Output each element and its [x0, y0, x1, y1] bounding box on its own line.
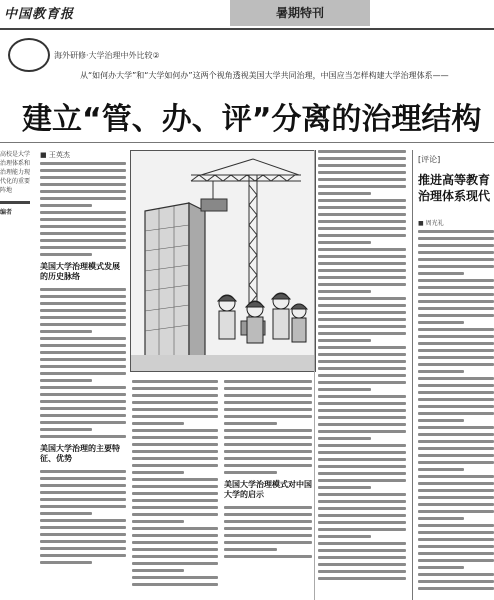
text-line [40, 337, 126, 340]
text-line [318, 416, 406, 419]
text-line [40, 323, 126, 326]
text-line [418, 321, 464, 324]
text-line [318, 283, 406, 286]
text-line [318, 381, 406, 384]
text-line [40, 225, 126, 228]
text-line [318, 360, 406, 363]
text-line [318, 444, 406, 447]
article-headline: 建立“管、办、评”分离的治理结构 [22, 102, 482, 137]
cartoon-crane-building-icon [130, 150, 316, 372]
body-column-3 [224, 380, 312, 600]
text-line [318, 437, 371, 440]
text-line [318, 241, 371, 244]
text-line [40, 470, 126, 473]
text-line [132, 513, 218, 516]
text-line [418, 279, 494, 282]
text-line [418, 265, 494, 268]
text-line [418, 342, 494, 345]
text-line [40, 211, 126, 214]
editor-note-sidebar [0, 150, 34, 400]
text-line [40, 561, 92, 564]
text-line [418, 580, 494, 583]
text-line [40, 477, 126, 480]
text-line [224, 548, 277, 551]
body-column-2 [132, 380, 218, 600]
text-line [418, 545, 494, 548]
text-line [40, 393, 126, 396]
text-line [418, 293, 494, 296]
text-line [418, 482, 494, 485]
text-line [318, 346, 406, 349]
text-line [318, 227, 406, 230]
commentary-headline-line2: 治理体系现代 [418, 189, 491, 203]
text-line [318, 493, 406, 496]
text-line [40, 351, 126, 354]
text-line [318, 549, 406, 552]
text-line [132, 422, 184, 425]
text-line [318, 171, 406, 174]
text-line [418, 356, 494, 359]
text-line [132, 506, 218, 509]
text-line [418, 377, 494, 380]
text-line [132, 492, 218, 495]
text-line [40, 232, 126, 235]
text-line [318, 556, 406, 559]
text-line [418, 286, 494, 289]
text-line [132, 478, 218, 481]
text-line [318, 570, 406, 573]
text-line [132, 450, 218, 453]
text-line [224, 408, 312, 411]
text-line [132, 583, 218, 586]
text-line [418, 244, 494, 247]
text-line [224, 506, 312, 509]
text-line [224, 520, 312, 523]
text-line [318, 451, 406, 454]
text-line [418, 370, 464, 373]
text-line [224, 415, 312, 418]
text-line [132, 569, 184, 572]
commentary-body [418, 230, 494, 600]
text-line [40, 491, 126, 494]
text-line [418, 461, 494, 464]
text-line [132, 527, 218, 530]
text-line [318, 465, 406, 468]
commentary-headline [418, 172, 494, 204]
section-head-3: 美国大学治理模式对中国大学的启示 [224, 480, 312, 499]
text-line [40, 183, 126, 186]
text-line [40, 505, 126, 508]
text-line [132, 401, 218, 404]
text-line [318, 157, 406, 160]
text-line [418, 258, 494, 261]
text-line [40, 295, 126, 298]
text-line [318, 269, 406, 272]
text-line [418, 398, 494, 401]
text-line [132, 415, 218, 418]
text-line [40, 386, 126, 389]
text-line [418, 552, 494, 555]
text-line [418, 489, 494, 492]
text-line [318, 192, 371, 195]
text-line [318, 206, 406, 209]
text-line [224, 471, 277, 474]
editor-note-text: 高校是大学治理体系和治理能力现代化的重要阵地 [0, 151, 31, 194]
text-line [318, 199, 406, 202]
text-line [132, 394, 218, 397]
text-line [40, 330, 92, 333]
text-line [418, 447, 494, 450]
text-line [132, 471, 184, 474]
text-line [318, 318, 406, 321]
text-line [40, 176, 126, 179]
text-line [318, 430, 406, 433]
text-line [224, 555, 312, 558]
text-line [40, 344, 126, 347]
text-line [418, 307, 494, 310]
text-line [318, 514, 406, 517]
commentary-byline: ■ 周光礼 [418, 220, 444, 227]
text-line [132, 548, 218, 551]
text-line [318, 423, 406, 426]
text-line [418, 503, 494, 506]
text-line [418, 524, 494, 527]
text-line [418, 433, 494, 436]
text-line [40, 197, 126, 200]
text-line [318, 409, 406, 412]
text-line [40, 407, 126, 410]
text-line [224, 387, 312, 390]
text-line [318, 353, 406, 356]
text-line [40, 379, 92, 382]
text-line [40, 519, 126, 522]
text-line [132, 429, 218, 432]
text-line [132, 436, 218, 439]
text-line [132, 562, 218, 565]
text-line [40, 526, 126, 529]
text-line [132, 380, 218, 383]
text-line [132, 541, 218, 544]
text-line [40, 365, 126, 368]
text-line [318, 542, 406, 545]
text-line [224, 464, 312, 467]
text-line [224, 443, 312, 446]
text-line [40, 239, 126, 242]
text-line [318, 528, 406, 531]
text-line [40, 540, 126, 543]
text-line [224, 450, 312, 453]
text-line [318, 479, 406, 482]
text-line [318, 150, 406, 153]
text-line [418, 384, 494, 387]
series-label: 海外研修·大学治理中外比较② [54, 51, 160, 60]
text-line [418, 454, 494, 457]
editor-label: 编者 [0, 209, 13, 216]
text-line [318, 535, 371, 538]
text-line [132, 520, 184, 523]
text-line [418, 475, 494, 478]
text-line [318, 486, 371, 489]
text-line [418, 391, 494, 394]
text-line [132, 464, 218, 467]
text-line [40, 435, 126, 438]
article-byline: ■ 王英杰 [40, 151, 70, 159]
text-line [418, 531, 494, 534]
masthead-logo: 中国教育报 [4, 7, 75, 22]
text-line [418, 363, 494, 366]
text-line [318, 178, 406, 181]
text-line [418, 314, 494, 317]
text-line [40, 484, 126, 487]
text-line [132, 408, 218, 411]
text-line [318, 521, 406, 524]
text-line [318, 507, 406, 510]
text-line [418, 419, 464, 422]
commentary-headline-line1: 推进高等教育 [418, 173, 491, 187]
text-line [132, 485, 218, 488]
text-line [318, 164, 406, 167]
text-line [318, 395, 406, 398]
issue-section-tag: 暑期特刊 [230, 0, 370, 26]
text-line [40, 547, 126, 550]
text-line [40, 414, 126, 417]
text-line [318, 472, 406, 475]
text-line [318, 255, 406, 258]
text-line [318, 367, 406, 370]
text-line [318, 297, 406, 300]
text-line [40, 309, 126, 312]
text-line [418, 538, 494, 541]
text-line [40, 316, 126, 319]
text-line [224, 422, 277, 425]
sidebar-divider [0, 201, 30, 204]
text-line [40, 190, 126, 193]
text-line [318, 185, 406, 188]
headline-rule [0, 142, 494, 143]
text-line [224, 534, 312, 537]
text-line [40, 533, 126, 536]
text-line [40, 169, 126, 172]
section-head-2: 美国大学治理的主要特征、优势 [40, 444, 120, 463]
masthead-rule [0, 28, 494, 30]
text-line [318, 248, 406, 251]
article-subhead: 从“如何办大学”和“大学如何办”这两个视角透视美国大学共同治理，中国应当怎样构建大学治理体系—— [80, 71, 449, 80]
text-line [318, 339, 371, 342]
text-line [40, 421, 126, 424]
text-line [318, 262, 406, 265]
text-line [418, 587, 494, 590]
text-line [224, 401, 312, 404]
text-line [40, 218, 126, 221]
text-line [418, 272, 464, 275]
text-line [40, 162, 126, 165]
circular-series-badge-icon [8, 38, 50, 72]
text-line [418, 566, 464, 569]
text-line [418, 496, 494, 499]
text-line [40, 554, 126, 557]
text-line [40, 372, 126, 375]
text-line [418, 517, 464, 520]
text-line [318, 276, 406, 279]
text-line [40, 246, 126, 249]
text-line [132, 387, 218, 390]
text-line [40, 400, 126, 403]
text-line [132, 555, 218, 558]
text-line [224, 380, 312, 383]
body-column-1 [40, 162, 126, 600]
text-line [40, 302, 126, 305]
text-line [318, 563, 406, 566]
text-line [132, 443, 218, 446]
text-line [318, 311, 406, 314]
text-line [224, 513, 312, 516]
text-line [40, 428, 92, 431]
text-line [418, 405, 494, 408]
text-line [40, 358, 126, 361]
text-line [418, 237, 494, 240]
text-line [418, 440, 494, 443]
text-line [318, 458, 406, 461]
column-rule [314, 150, 315, 600]
text-line [318, 220, 406, 223]
text-line [40, 253, 92, 256]
text-line [318, 374, 406, 377]
text-line [418, 559, 494, 562]
text-line [318, 213, 406, 216]
text-line [318, 325, 406, 328]
text-line [224, 541, 312, 544]
text-line [418, 230, 494, 233]
text-line [318, 500, 406, 503]
text-line [132, 499, 218, 502]
text-line [418, 468, 464, 471]
text-line [418, 251, 494, 254]
text-line [418, 510, 494, 513]
text-line [224, 527, 312, 530]
commentary-tag: [评论] [418, 155, 441, 164]
text-line [318, 577, 406, 580]
text-line [40, 288, 126, 291]
text-line [224, 457, 312, 460]
text-line [418, 335, 494, 338]
text-line [418, 426, 494, 429]
text-line [40, 204, 92, 207]
body-column-4 [318, 150, 406, 600]
text-line [318, 304, 406, 307]
text-line [318, 332, 406, 335]
text-line [132, 576, 218, 579]
text-line [418, 328, 494, 331]
text-line [418, 349, 494, 352]
text-line [40, 512, 92, 515]
text-line [318, 290, 371, 293]
text-line [318, 234, 406, 237]
text-line [224, 436, 312, 439]
text-line [132, 534, 218, 537]
text-line [40, 498, 126, 501]
text-line [418, 300, 494, 303]
text-line [318, 388, 371, 391]
text-line [224, 429, 312, 432]
text-line [318, 402, 406, 405]
text-line [418, 412, 494, 415]
text-line [132, 457, 218, 460]
section-head-1: 美国大学治理模式发展的历史脉络 [40, 262, 120, 281]
text-line [224, 394, 312, 397]
text-line [418, 573, 494, 576]
